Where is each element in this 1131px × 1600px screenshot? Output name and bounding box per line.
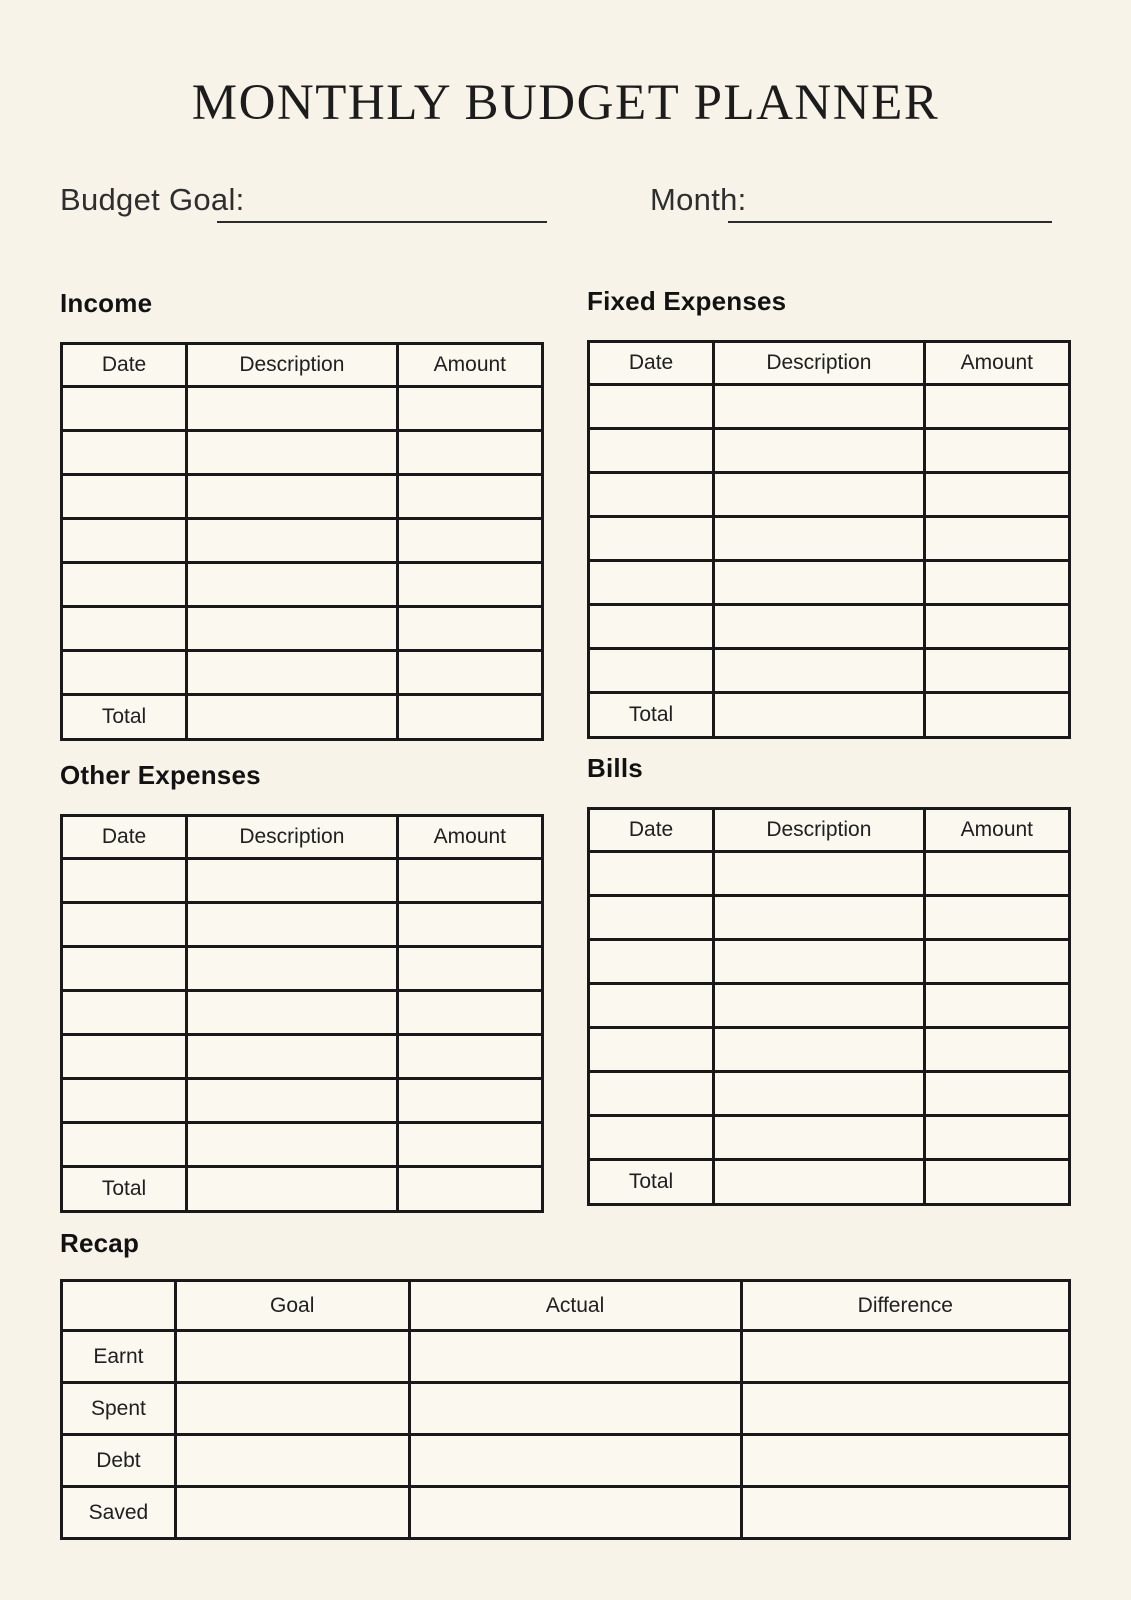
income-empty-row-cell[interactable]	[397, 607, 542, 651]
recap-saved-difference-cell[interactable]	[741, 1487, 1069, 1539]
other-expenses-empty-row-cell[interactable]	[62, 947, 187, 991]
bills-empty-row	[589, 1116, 1070, 1160]
fixed-expenses-empty-row	[589, 649, 1070, 693]
other-expenses-total-row	[62, 1167, 543, 1212]
other-expenses-empty-row-cell[interactable]	[397, 991, 542, 1035]
fixed-expenses-total-row	[589, 693, 1070, 738]
fixed-expenses-header-row	[589, 342, 1070, 385]
recap-row-debt	[62, 1435, 1070, 1487]
budget-goal-input-line[interactable]	[217, 221, 547, 223]
fixed-expenses-section	[587, 286, 1071, 739]
recap-saved-goal-cell[interactable]	[175, 1487, 409, 1539]
bills-empty-row-cell[interactable]	[714, 852, 925, 896]
bills-title: Bills	[587, 753, 643, 783]
month-input-line[interactable]	[728, 221, 1052, 223]
fixed-expenses-empty-row-cell[interactable]	[589, 649, 714, 693]
other-expenses-empty-row-cell[interactable]	[397, 903, 542, 947]
other-expenses-empty-row-cell[interactable]	[62, 1035, 187, 1079]
fixed-expenses-empty-row-cell[interactable]	[924, 517, 1069, 561]
income-col-description: Description	[187, 344, 398, 387]
income-empty-row	[62, 475, 543, 519]
income-table	[60, 342, 544, 741]
bills-empty-row-cell[interactable]	[589, 940, 714, 984]
fixed-expenses-table	[587, 340, 1071, 739]
fixed-expenses-empty-row-cell[interactable]	[589, 429, 714, 473]
month-label: Month:	[650, 182, 747, 217]
income-empty-row-cell[interactable]	[62, 563, 187, 607]
other-expenses-empty-row-cell[interactable]	[187, 859, 398, 903]
recap-row-saved-label: Saved	[62, 1487, 176, 1539]
other-expenses-empty-row-cell[interactable]	[397, 1035, 542, 1079]
fixed-expenses-col-date: Date	[589, 342, 714, 385]
fixed-expenses-empty-row-cell[interactable]	[589, 605, 714, 649]
fixed-expenses-empty-row	[589, 429, 1070, 473]
recap-row-saved	[62, 1487, 1070, 1539]
recap-debt-difference-cell[interactable]	[741, 1435, 1069, 1487]
other-expenses-table	[60, 814, 544, 1213]
recap-col-goal: Goal	[175, 1281, 409, 1331]
income-total-description-cell[interactable]	[187, 695, 398, 740]
fixed-expenses-total-description-cell[interactable]	[714, 693, 925, 738]
other-expenses-empty-row-cell[interactable]	[187, 991, 398, 1035]
fixed-expenses-empty-row-cell[interactable]	[589, 473, 714, 517]
fixed-expenses-empty-row-cell[interactable]	[714, 385, 925, 429]
other-expenses-empty-row-cell[interactable]	[397, 947, 542, 991]
bills-empty-row-cell[interactable]	[589, 984, 714, 1028]
income-empty-row-cell[interactable]	[187, 519, 398, 563]
income-empty-row-cell[interactable]	[62, 475, 187, 519]
fixed-expenses-empty-row-cell[interactable]	[924, 385, 1069, 429]
recap-header-row	[62, 1281, 1070, 1331]
recap-earnt-goal-cell[interactable]	[175, 1331, 409, 1383]
recap-spent-actual-cell[interactable]	[409, 1383, 741, 1435]
bills-empty-row	[589, 1072, 1070, 1116]
bills-empty-row-cell[interactable]	[924, 1116, 1069, 1160]
other-expenses-empty-row-cell[interactable]	[187, 1079, 398, 1123]
income-empty-row-cell[interactable]	[187, 563, 398, 607]
recap-row-spent-label: Spent	[62, 1383, 176, 1435]
fixed-expenses-empty-row-cell[interactable]	[924, 429, 1069, 473]
recap-spent-goal-cell[interactable]	[175, 1383, 409, 1435]
recap-row-earnt-label: Earnt	[62, 1331, 176, 1383]
bills-empty-row-cell[interactable]	[924, 896, 1069, 940]
income-total-amount-cell[interactable]	[397, 695, 542, 740]
other-expenses-empty-row	[62, 1079, 543, 1123]
bills-col-date: Date	[589, 809, 714, 852]
income-empty-row-cell[interactable]	[397, 431, 542, 475]
income-empty-row-cell[interactable]	[187, 475, 398, 519]
income-empty-row-cell[interactable]	[62, 519, 187, 563]
fixed-expenses-total-label: Total	[589, 693, 714, 738]
other-expenses-empty-row-cell[interactable]	[397, 859, 542, 903]
fixed-expenses-empty-row-cell[interactable]	[589, 561, 714, 605]
income-empty-row	[62, 387, 543, 431]
bills-total-label: Total	[589, 1160, 714, 1205]
income-header-row	[62, 344, 543, 387]
fixed-expenses-empty-row	[589, 517, 1070, 561]
other-expenses-col-amount: Amount	[397, 816, 542, 859]
bills-empty-row-cell[interactable]	[714, 984, 925, 1028]
bills-empty-row-cell[interactable]	[924, 984, 1069, 1028]
fixed-expenses-empty-row-cell[interactable]	[924, 561, 1069, 605]
fixed-expenses-total-amount-cell[interactable]	[924, 693, 1069, 738]
bills-empty-row-cell[interactable]	[589, 1116, 714, 1160]
fixed-expenses-empty-row	[589, 473, 1070, 517]
fixed-expenses-empty-row-cell[interactable]	[714, 429, 925, 473]
bills-empty-row-cell[interactable]	[714, 940, 925, 984]
income-empty-row-cell[interactable]	[62, 431, 187, 475]
bills-empty-row-cell[interactable]	[714, 1072, 925, 1116]
income-empty-row-cell[interactable]	[62, 651, 187, 695]
income-total-label: Total	[62, 695, 187, 740]
income-col-date: Date	[62, 344, 187, 387]
income-empty-row	[62, 563, 543, 607]
income-total-row	[62, 695, 543, 740]
other-expenses-empty-row	[62, 991, 543, 1035]
bills-empty-row-cell[interactable]	[714, 1028, 925, 1072]
page-title: MONTHLY BUDGET PLANNER	[191, 75, 940, 131]
income-empty-row	[62, 519, 543, 563]
recap-row-spent	[62, 1383, 1070, 1435]
fixed-expenses-empty-row-cell[interactable]	[589, 517, 714, 561]
income-empty-row	[62, 607, 543, 651]
income-empty-row-cell[interactable]	[187, 431, 398, 475]
recap-row-earnt	[62, 1331, 1070, 1383]
income-empty-row-cell[interactable]	[397, 519, 542, 563]
income-col-amount: Amount	[397, 344, 542, 387]
bills-col-description: Description	[714, 809, 925, 852]
fixed-expenses-empty-row-cell[interactable]	[714, 605, 925, 649]
other-expenses-total-amount-cell[interactable]	[397, 1167, 542, 1212]
bills-section	[587, 753, 1071, 1206]
recap-debt-actual-cell[interactable]	[409, 1435, 741, 1487]
fixed-expenses-empty-row-cell[interactable]	[589, 385, 714, 429]
bills-empty-row-cell[interactable]	[924, 1072, 1069, 1116]
fixed-expenses-empty-row-cell[interactable]	[714, 473, 925, 517]
bills-empty-row-cell[interactable]	[924, 1028, 1069, 1072]
bills-empty-row-cell[interactable]	[714, 896, 925, 940]
recap-col-actual: Actual	[409, 1281, 741, 1331]
fixed-expenses-empty-row-cell[interactable]	[924, 473, 1069, 517]
other-expenses-empty-row-cell[interactable]	[187, 1123, 398, 1167]
income-empty-row	[62, 431, 543, 475]
income-empty-row-cell[interactable]	[397, 563, 542, 607]
other-expenses-empty-row-cell[interactable]	[187, 903, 398, 947]
bills-empty-row	[589, 896, 1070, 940]
income-empty-row-cell[interactable]	[397, 387, 542, 431]
bills-empty-row-cell[interactable]	[589, 896, 714, 940]
bills-empty-row-cell[interactable]	[924, 852, 1069, 896]
recap-corner-cell	[62, 1281, 176, 1331]
income-empty-row-cell[interactable]	[62, 387, 187, 431]
other-expenses-empty-row	[62, 1123, 543, 1167]
fixed-expenses-empty-row-cell[interactable]	[924, 605, 1069, 649]
income-empty-row-cell[interactable]	[397, 475, 542, 519]
income-empty-row-cell[interactable]	[187, 607, 398, 651]
fixed-expenses-empty-row-cell[interactable]	[714, 517, 925, 561]
bills-empty-row	[589, 984, 1070, 1028]
bills-empty-row	[589, 940, 1070, 984]
other-expenses-empty-row	[62, 903, 543, 947]
recap-spent-difference-cell[interactable]	[741, 1383, 1069, 1435]
bills-empty-row-cell[interactable]	[589, 852, 714, 896]
other-expenses-empty-row	[62, 859, 543, 903]
income-empty-row	[62, 651, 543, 695]
recap-row-debt-label: Debt	[62, 1435, 176, 1487]
other-expenses-empty-row-cell[interactable]	[187, 1035, 398, 1079]
recap-earnt-difference-cell[interactable]	[741, 1331, 1069, 1383]
fixed-expenses-title: Fixed Expenses	[587, 286, 787, 316]
bills-total-row	[589, 1160, 1070, 1205]
budget-goal-label: Budget Goal:	[60, 182, 245, 217]
other-expenses-empty-row	[62, 1035, 543, 1079]
recap-col-difference: Difference	[741, 1281, 1069, 1331]
recap-saved-actual-cell[interactable]	[409, 1487, 741, 1539]
other-expenses-col-date: Date	[62, 816, 187, 859]
other-expenses-total-description-cell[interactable]	[187, 1167, 398, 1212]
other-expenses-header-row	[62, 816, 543, 859]
bills-empty-row-cell[interactable]	[714, 1116, 925, 1160]
bills-total-description-cell[interactable]	[714, 1160, 925, 1205]
other-expenses-total-label: Total	[62, 1167, 187, 1212]
bills-empty-row	[589, 1028, 1070, 1072]
income-title: Income	[60, 288, 153, 318]
fixed-expenses-empty-row	[589, 605, 1070, 649]
other-expenses-empty-row-cell[interactable]	[62, 859, 187, 903]
bills-empty-row-cell[interactable]	[589, 1072, 714, 1116]
bills-empty-row-cell[interactable]	[589, 1028, 714, 1072]
income-empty-row-cell[interactable]	[187, 651, 398, 695]
other-expenses-empty-row-cell[interactable]	[62, 991, 187, 1035]
fixed-expenses-empty-row-cell[interactable]	[714, 561, 925, 605]
other-expenses-title: Other Expenses	[60, 760, 261, 790]
recap-title: Recap	[60, 1228, 140, 1258]
fixed-expenses-col-amount: Amount	[924, 342, 1069, 385]
other-expenses-section	[60, 760, 544, 1213]
bills-empty-row-cell[interactable]	[924, 940, 1069, 984]
fixed-expenses-empty-row-cell[interactable]	[924, 649, 1069, 693]
other-expenses-empty-row-cell[interactable]	[397, 1123, 542, 1167]
other-expenses-empty-row-cell[interactable]	[62, 1123, 187, 1167]
other-expenses-empty-row-cell[interactable]	[397, 1079, 542, 1123]
recap-debt-goal-cell[interactable]	[175, 1435, 409, 1487]
fixed-expenses-empty-row	[589, 561, 1070, 605]
other-expenses-col-description: Description	[187, 816, 398, 859]
recap-section	[60, 1228, 1071, 1540]
other-expenses-empty-row-cell[interactable]	[187, 947, 398, 991]
bills-empty-row	[589, 852, 1070, 896]
bills-header-row	[589, 809, 1070, 852]
income-empty-row-cell[interactable]	[62, 607, 187, 651]
income-empty-row-cell[interactable]	[187, 387, 398, 431]
fixed-expenses-empty-row-cell[interactable]	[714, 649, 925, 693]
fixed-expenses-col-description: Description	[714, 342, 925, 385]
bills-total-amount-cell[interactable]	[924, 1160, 1069, 1205]
bills-col-amount: Amount	[924, 809, 1069, 852]
income-empty-row-cell[interactable]	[397, 651, 542, 695]
other-expenses-empty-row-cell[interactable]	[62, 903, 187, 947]
bills-table	[587, 807, 1071, 1206]
fixed-expenses-empty-row	[589, 385, 1070, 429]
recap-earnt-actual-cell[interactable]	[409, 1331, 741, 1383]
other-expenses-empty-row	[62, 947, 543, 991]
recap-table	[60, 1279, 1071, 1540]
other-expenses-empty-row-cell[interactable]	[62, 1079, 187, 1123]
income-section	[60, 288, 544, 741]
